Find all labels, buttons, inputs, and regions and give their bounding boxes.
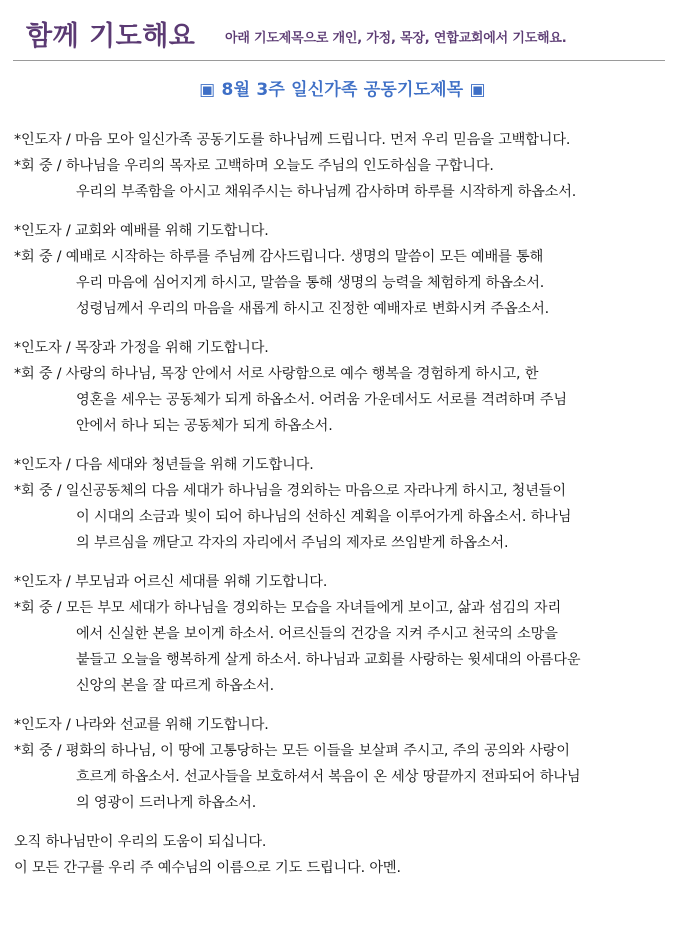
prayer-content <box>14 127 674 881</box>
congregation-line: *회 중 / 사랑의 하나님, 목장 안에서 서로 사랑함으로 예수 행복을 경험하게 하시고, 한 <box>14 366 539 382</box>
congregation-line: *회 중 / 평화의 하나님, 이 땅에 고통당하는 모든 이들을 보살펴 주시고, 주의 공의와 사랑이 <box>14 743 570 759</box>
congregation-line: 영혼을 세우는 공동체가 되게 하옵소서. 어려움 가운데서도 서로를 격려하며 주님 <box>76 392 567 408</box>
congregation-line: 안에서 하나 되는 공동체가 되게 하옵소서. <box>76 418 333 434</box>
prayer-section-nation-mission <box>14 712 674 816</box>
congregation-line: 신앙의 본을 잘 따르게 하옵소서. <box>76 678 275 694</box>
leader-line: *인도자 / 부모님과 어르신 세대를 위해 기도합니다. <box>14 574 328 590</box>
congregation-line: 의 영광이 드러나게 하옵소서. <box>76 795 257 811</box>
congregation-line: *회 중 / 모든 부모 세대가 하나님을 경외하는 모습을 자녀들에게 보이고, 삶과 섬김의 자리 <box>14 600 562 616</box>
congregation-line: *회 중 / 일신공동체의 다음 세대가 하나님을 경외하는 마음으로 자라나게 하시고, 청년들이 <box>14 483 566 499</box>
congregation-line: 의 부르심을 깨닫고 각자의 자리에서 주님의 제자로 쓰임받게 하옵소서. <box>76 535 509 551</box>
congregation-line: *회 중 / 하나님을 우리의 목자로 고백하며 오늘도 주님의 인도하심을 구합니다. <box>14 158 494 174</box>
prayer-section-church-worship <box>14 218 674 322</box>
closing-line: 이 모든 간구를 우리 주 예수님의 이름으로 기도 드립니다. 아멘. <box>14 860 401 876</box>
prayer-section-parents-elders <box>14 569 674 699</box>
closing-line: 오직 하나님만이 우리의 도움이 되십니다. <box>14 834 267 850</box>
congregation-line: 에서 신실한 본을 보이게 하소서. 어르신들의 건강을 지켜 주시고 천국의 소망을 <box>76 626 558 642</box>
header-divider <box>13 60 665 61</box>
congregation-line: 성령님께서 우리의 마음을 새롭게 하시고 진정한 예배자로 변화시켜 주옵소서. <box>76 301 550 317</box>
leader-line: *인도자 / 목장과 가정을 위해 기도합니다. <box>14 340 269 356</box>
closing-prayer <box>14 829 674 881</box>
congregation-line: 흐르게 하옵소서. 선교사들을 보호하셔서 복음이 온 세상 땅끝까지 전파되어 하나님 <box>76 769 581 785</box>
page-title: 함께 기도해요 <box>26 21 196 52</box>
prayer-section-opening <box>14 127 674 205</box>
page-header <box>24 10 664 50</box>
prayer-section-cell-family <box>14 335 674 439</box>
page-subtitle: 아래 기도제목으로 개인, 가정, 목장, 연합교회에서 기도해요. <box>225 31 567 46</box>
congregation-line: 우리의 부족함을 아시고 채워주시는 하나님께 감사하며 하루를 시작하게 하옵소서. <box>76 184 577 200</box>
leader-line: *인도자 / 교회와 예배를 위해 기도합니다. <box>14 223 269 239</box>
leader-line: *인도자 / 나라와 선교를 위해 기도합니다. <box>14 717 269 733</box>
congregation-line: *회 중 / 예배로 시작하는 하루를 주님께 감사드립니다. 생명의 말씀이 모든 예배를 통해 <box>14 249 544 265</box>
prayer-section-next-generation <box>14 452 674 556</box>
congregation-line: 이 시대의 소금과 빛이 되어 하나님의 선하신 계획을 이루어가게 하옵소서. 하나님 <box>76 509 572 525</box>
leader-line: *인도자 / 다음 세대와 청년들을 위해 기도합니다. <box>14 457 314 473</box>
congregation-line: 붙들고 오늘을 행복하게 살게 하소서. 하나님과 교회를 사랑하는 윗세대의 아름다운 <box>76 652 581 668</box>
leader-line: *인도자 / 마음 모아 일신가족 공동기도를 하나님께 드립니다. 먼저 우리 믿음을 고백합니다. <box>14 132 571 148</box>
week-prayer-title: ▣ 8월 3주 일신가족 공동기도제목 ▣ <box>199 80 486 100</box>
congregation-line: 우리 마음에 심어지게 하시고, 말씀을 통해 생명의 능력을 체험하게 하옵소서. <box>76 275 545 291</box>
